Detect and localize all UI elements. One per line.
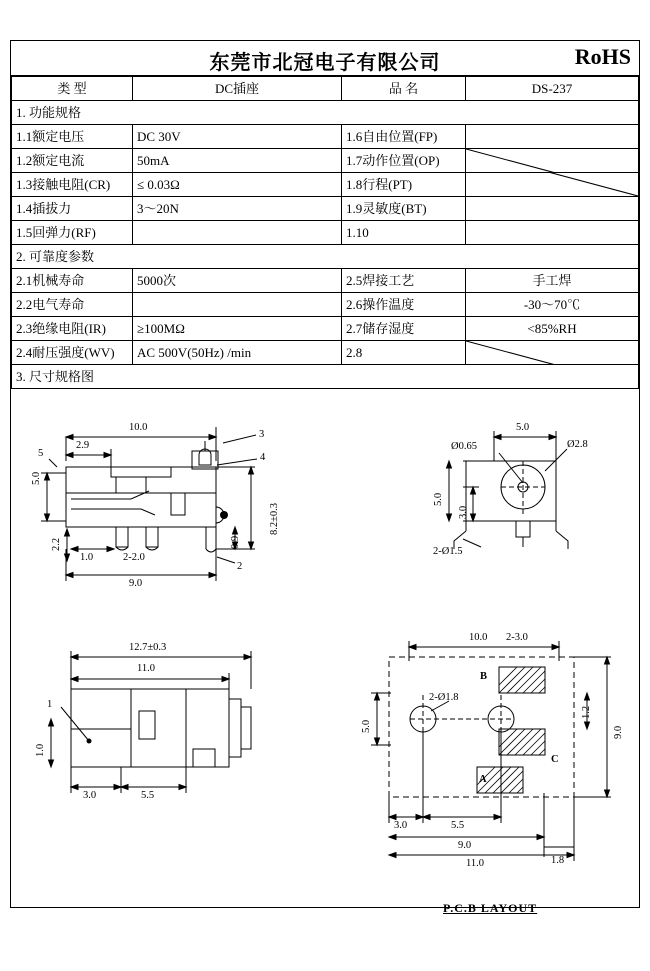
dim-11-0-view4: 11.0	[466, 858, 484, 869]
pad-mark-a: A	[479, 774, 487, 785]
table-row	[12, 125, 639, 149]
rel-label-8: 2.8	[342, 341, 466, 365]
table-row	[12, 173, 639, 197]
table-row	[12, 317, 639, 341]
section-row-1	[12, 101, 639, 125]
dim-10-0-view4: 10.0	[469, 632, 488, 643]
callout-1: 1	[47, 699, 53, 710]
rel-label-5: 2.5焊接工艺	[342, 269, 466, 293]
dim-2-9: 2.9	[76, 440, 90, 451]
callout-4: 4	[260, 452, 266, 463]
func-value-2: 50mA	[133, 149, 342, 173]
drawing-area	[11, 389, 639, 971]
func-value-4: 3～20N	[133, 197, 342, 221]
dim-10-0-view1: 10.0	[129, 422, 148, 433]
section-row-3	[12, 365, 639, 389]
spec-table	[11, 76, 639, 389]
rel-label-7: 2.7储存湿度	[342, 317, 466, 341]
table-row	[12, 149, 639, 173]
dim-2-3-0: 2-3.0	[506, 632, 528, 643]
dim-5-0-view2-top: 5.0	[516, 422, 530, 433]
rel-value-8	[466, 341, 639, 365]
func-label-10: 1.10	[342, 221, 466, 245]
dim-5-0-view1: 5.0	[31, 471, 42, 485]
func-label-3: 1.3接触电阻(CR)	[12, 173, 133, 197]
dim-1-2: 1.2	[581, 705, 592, 719]
rel-value-1: 5000次	[133, 269, 342, 293]
dim-3-0-view4: 3.0	[394, 820, 408, 831]
func-label-5: 1.5回弹力(RF)	[12, 221, 133, 245]
dim-5-0-view4: 5.0	[361, 719, 372, 733]
dim-5-0-view2-left: 5.0	[433, 492, 444, 506]
func-value-7	[466, 149, 639, 173]
rel-label-4: 2.4耐压强度(WV)	[12, 341, 133, 365]
dim-5: 5	[38, 448, 44, 459]
dim-9-0-view4-right: 9.0	[613, 725, 624, 739]
rel-value-3: ≥100MΩ	[133, 317, 342, 341]
dim-1-8: 1.8	[551, 855, 565, 866]
rel-value-2	[133, 293, 342, 317]
dim-3-0-view2: 3.0	[458, 505, 469, 519]
table-row	[12, 269, 639, 293]
document-frame	[10, 40, 640, 915]
dim-3-0-view3: 3.0	[83, 790, 97, 801]
company-name: 东莞市北冠电子有限公司	[209, 52, 441, 74]
rel-label-1: 2.1机械寿命	[12, 269, 133, 293]
type-label: 类 型	[12, 77, 133, 101]
pad-mark-c: C	[551, 754, 559, 765]
dim-1-0-view1: 1.0	[80, 552, 94, 563]
func-label-6: 1.6自由位置(FP)	[342, 125, 466, 149]
table-row	[12, 221, 639, 245]
table-row	[12, 197, 639, 221]
dim-2-2-0: 2-2.0	[123, 552, 145, 563]
rel-value-6: -30～70℃	[466, 293, 639, 317]
name-value: DS-237	[466, 77, 639, 101]
rel-label-6: 2.6操作温度	[342, 293, 466, 317]
table-row	[12, 293, 639, 317]
dim-1-0-view3: 1.0	[35, 743, 46, 757]
dim-9-0-view1: 9.0	[129, 578, 143, 589]
section-3-label: 3. 尺寸规格图	[12, 365, 639, 389]
rel-label-3: 2.3绝缘电阻(IR)	[12, 317, 133, 341]
dim-8-2: 8.2±0.3	[269, 502, 280, 535]
rel-value-7: <85%RH	[466, 317, 639, 341]
func-value-10	[466, 221, 639, 245]
func-label-9: 1.9灵敏度(BT)	[342, 197, 466, 221]
func-label-4: 1.4插拔力	[12, 197, 133, 221]
rel-value-4: AC 500V(50Hz) /min	[133, 341, 342, 365]
pcb-layout-caption: P.C.B LAYOUT	[443, 901, 538, 915]
rohs-mark: RoHS	[574, 44, 631, 69]
dim-12-7: 12.7±0.3	[129, 642, 167, 653]
func-value-6	[466, 125, 639, 149]
dim-2-d18: 2-Ø1.8	[429, 692, 459, 703]
func-label-2: 1.2额定电流	[12, 149, 133, 173]
func-label-7: 1.7动作位置(OP)	[342, 149, 466, 173]
dim-d065: Ø0.65	[451, 441, 477, 452]
type-value: DC插座	[133, 77, 342, 101]
title-row	[12, 77, 639, 101]
name-label: 品 名	[342, 77, 466, 101]
func-value-1: DC 30V	[133, 125, 342, 149]
callout-2: 2	[237, 561, 243, 572]
dim-5-5-view4: 5.5	[451, 820, 465, 831]
dim-d28: Ø2.8	[567, 439, 588, 450]
func-label-1: 1.1额定电压	[12, 125, 133, 149]
rel-value-5: 手工焊	[466, 269, 639, 293]
func-value-5	[133, 221, 342, 245]
dim-0-9: 0.9	[230, 535, 241, 549]
section-2-label: 2. 可靠度参数	[12, 245, 639, 269]
section-1-label: 1. 功能规格	[12, 101, 639, 125]
func-value-9	[466, 197, 639, 221]
dim-11-0-view3: 11.0	[137, 663, 155, 674]
func-value-8	[466, 173, 639, 197]
dim-5-5-view3: 5.5	[141, 790, 155, 801]
dim-2-2: 2.2	[51, 537, 62, 551]
table-row	[12, 341, 639, 365]
technical-drawings	[11, 389, 639, 971]
func-label-8: 1.8行程(PT)	[342, 173, 466, 197]
section-row-2	[12, 245, 639, 269]
dim-2-d15: 2-Ø1.5	[433, 546, 463, 557]
pad-mark-b: B	[480, 671, 488, 682]
callout-3: 3	[259, 429, 265, 440]
document-header	[11, 41, 639, 76]
func-value-3: ≤ 0.03Ω	[133, 173, 342, 197]
dim-9-0-view4: 9.0	[458, 840, 472, 851]
rel-label-2: 2.2电气寿命	[12, 293, 133, 317]
